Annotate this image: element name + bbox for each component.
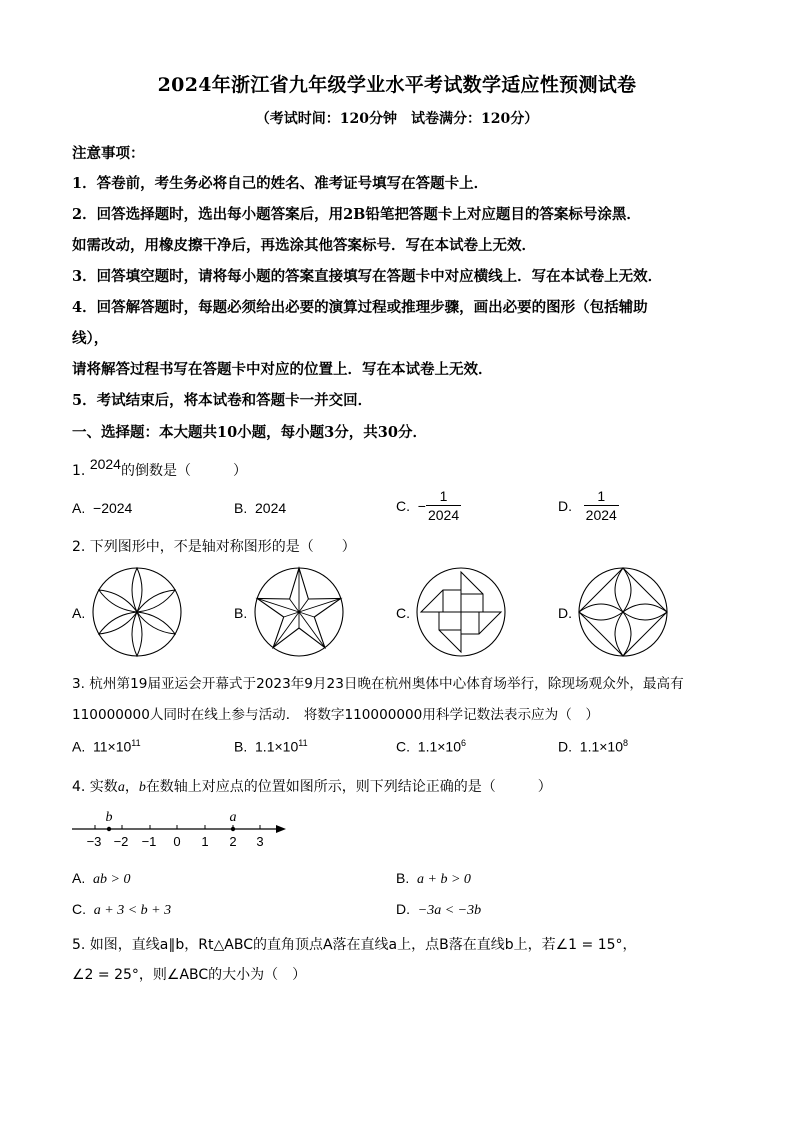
tick-label: 0 bbox=[173, 834, 181, 849]
q2-figure-d bbox=[578, 567, 668, 657]
q4-option-d[interactable]: D. −3a < −3b bbox=[396, 901, 482, 918]
question-1: 1. 2024的倒数是（ ） bbox=[72, 456, 247, 479]
point-a-dot bbox=[231, 827, 235, 831]
tick-label: −1 bbox=[141, 834, 157, 849]
q3-option-d[interactable]: D. $1.1\times 10^8$ bbox=[558, 738, 629, 755]
q2-option-b-label[interactable]: B. bbox=[234, 605, 248, 621]
q1-option-a[interactable]: A. −2024 bbox=[72, 500, 133, 516]
q4-number-line bbox=[70, 808, 290, 850]
page-title: 2024年浙江省九年级学业水平考试数学适应性预测试卷 bbox=[157, 74, 637, 96]
note-line: 5．考试结束后，将本试卷和答题卡一并交回． bbox=[72, 392, 373, 409]
question-2: 2. 下列图形中，不是轴对称图形的是（ ） bbox=[72, 539, 356, 555]
note-line: 4．回答解答题时，每题必须给出必要的演算过程或推理步骤，画出必要的图形（包括辅助 bbox=[72, 299, 648, 316]
q2-figure-b bbox=[254, 567, 344, 657]
question-5-line-2: ∠2 = 25°，则∠ABC的大小为（ ） bbox=[72, 967, 307, 983]
note-line: 请将解答过程书写在答题卡中对应的位置上．写在本试卷上无效． bbox=[72, 361, 493, 378]
q2-option-c-label[interactable]: C. bbox=[396, 605, 410, 621]
section-heading: 一、选择题：本大题共10小题，每小题3分，共30分． bbox=[72, 424, 427, 441]
q2-option-a-label[interactable]: A. bbox=[72, 605, 86, 621]
q1-number: 2024 bbox=[89, 456, 121, 472]
q2-figure-a bbox=[92, 567, 182, 657]
q1-option-b[interactable]: B. 2024 bbox=[234, 500, 287, 516]
q3-option-b[interactable]: B. $1.1\times 10^{11}$ bbox=[234, 738, 308, 755]
question-3-line-2: 110000000人同时在线上参与活动． 将数字110000000用科学记数法表示应为（ ） bbox=[72, 707, 600, 723]
tick-label: 1 bbox=[201, 834, 209, 849]
q2-figure-c bbox=[416, 567, 506, 657]
tick-label: 2 bbox=[229, 834, 237, 849]
notes-heading: 注意事项： bbox=[72, 145, 145, 162]
tick-label: −2 bbox=[113, 834, 129, 849]
note-line: 如需改动，用橡皮擦干净后，再选涂其他答案标号．写在本试卷上无效． bbox=[72, 237, 536, 254]
q3-option-a[interactable]: A. $11\times 10^{11}$ bbox=[72, 738, 141, 755]
note-line: 3．回答填空题时，请将每小题的答案直接填写在答题卡中对应横线上．写在本试卷上无效． bbox=[72, 268, 663, 285]
note-line: 2．回答选择题时，选出每小题答案后，用2B铅笔把答题卡上对应题目的答案标号涂黑． bbox=[72, 206, 641, 223]
q2-option-d-label[interactable]: D. bbox=[558, 605, 572, 621]
point-a-label: a bbox=[229, 810, 237, 825]
q4-option-b[interactable]: B. a + b > 0 bbox=[396, 870, 471, 887]
question-3-line-1: 3. 杭州第19届亚运会开幕式于2023年9月23日晚在杭州奥体中心体育场举行，除现场观众外，最高有 bbox=[72, 676, 684, 692]
q3-option-c[interactable]: C. $1.1\times 10^6$ bbox=[396, 738, 467, 755]
question-4: 4. 实数a，b在数轴上对应点的位置如图所示，则下列结论正确的是（ ） bbox=[72, 779, 552, 795]
q4-option-c[interactable]: C. a + 3 < b + 3 bbox=[72, 901, 172, 918]
note-line: 1．答卷前，考生务必将自己的姓名、准考证号填写在答题卡上． bbox=[72, 175, 489, 192]
q1-option-d[interactable]: D. $\frac{1}{2024}$ bbox=[558, 488, 617, 523]
exam-info: （考试时间：120分钟 试卷满分：120分） bbox=[255, 111, 539, 127]
point-b-label: b bbox=[105, 810, 113, 825]
point-b-dot bbox=[107, 827, 111, 831]
q4-option-a[interactable]: A. ab > 0 bbox=[72, 870, 131, 887]
tick-label: 3 bbox=[256, 834, 264, 849]
q1-option-c[interactable]: C. − $\frac{1}{2024}$ bbox=[396, 488, 460, 523]
note-line: 线）， bbox=[72, 330, 109, 347]
tick-label: −3 bbox=[86, 834, 102, 849]
question-5-line-1: 5. 如图，直线a∥b，Rt△ABC的直角顶点A落在直线a上，点B落在直线b上，若∠1 = 15°， bbox=[72, 937, 637, 953]
